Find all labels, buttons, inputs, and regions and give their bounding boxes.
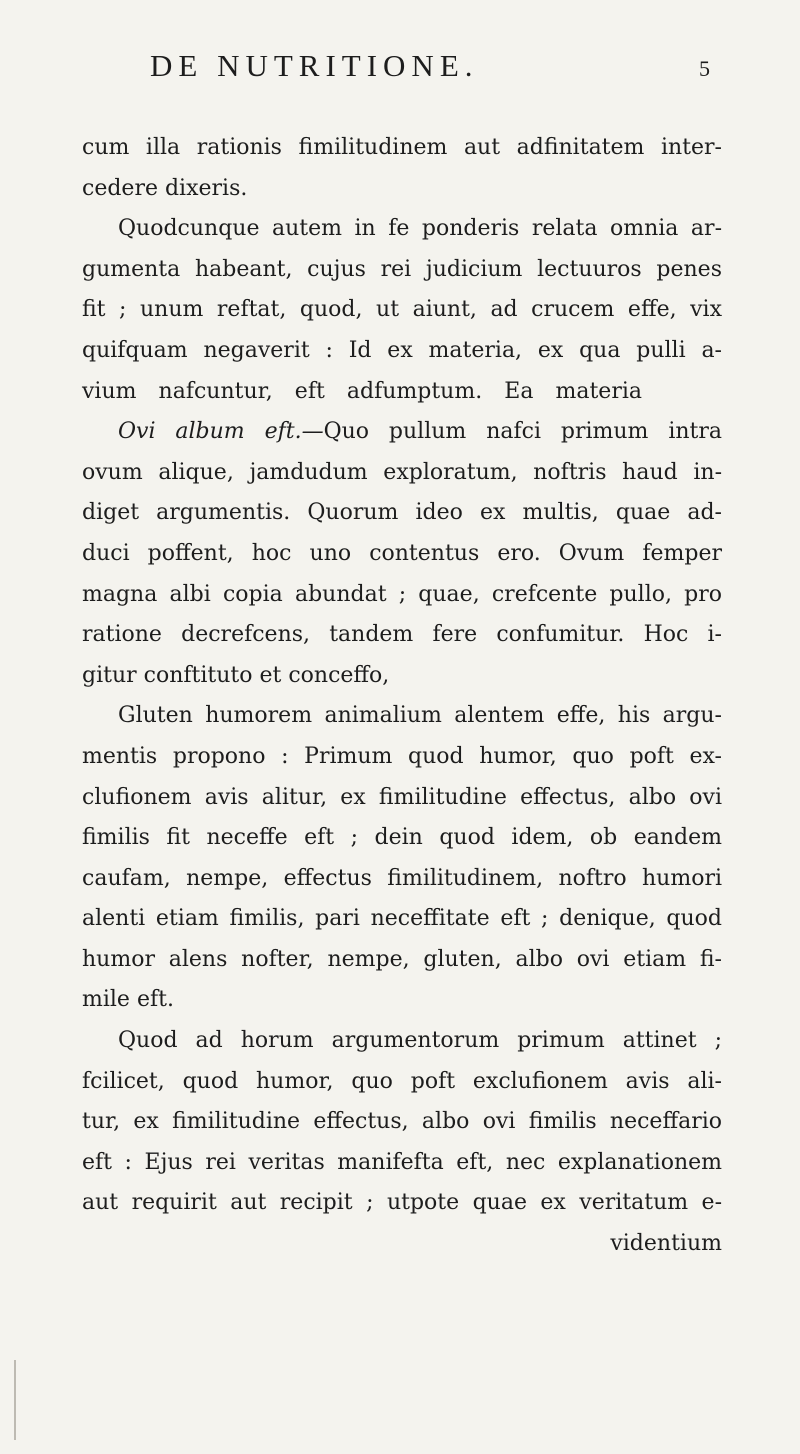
text-line-with-italic: [82, 412, 722, 453]
body-text: [82, 128, 722, 1265]
text-line: tur, ex fimilitudine effectus, albo ovi fimilis neceffario: [82, 1109, 722, 1135]
text-line: alenti etiam fimilis, pari neceffitate eft ; denique, quod: [82, 906, 722, 932]
italic-phrase: Ovi album eft.—: [118, 419, 324, 445]
catchword: videntium: [610, 1231, 722, 1257]
text-line: eft : Ejus rei veritas manifefta eft, nec explanationem: [82, 1149, 722, 1175]
text-line: ratione decrefcens, tandem fere confumitur. Hoc i-: [82, 622, 722, 648]
text-line: diget argumentis. Quorum ideo ex multis, quae ad-: [82, 500, 722, 526]
text-line: magna albi copia abundat ; quae, crefcente pullo, pro: [82, 581, 722, 607]
page-number: 5: [699, 56, 710, 81]
page-header: [150, 48, 710, 88]
text-line: gumenta habeant, cujus rei judicium lectuuros penes: [82, 256, 722, 282]
text-line: quifquam negaverit : Id ex materia, ex qua pulli a-: [82, 337, 722, 363]
text-line: cum illa rationis fimilitudinem aut adfinitatem inter-: [82, 135, 722, 160]
text-line: fimilis fit neceffe eft ; dein quod idem, ob eandem: [82, 825, 722, 851]
text-line: mile eft.: [82, 987, 174, 1013]
text-line: Gluten humorem animalium alentem effe, his argu-: [118, 703, 722, 729]
scan-margin-mark: [14, 1360, 16, 1440]
text-line: vium nafcuntur, eft adfumptum. Ea materia: [82, 378, 642, 404]
text-line: duci poffent, hoc uno contentus ero. Ovum femper: [82, 540, 722, 566]
text-line: gitur conftituto et conceffo,: [82, 662, 390, 688]
text-line: cedere dixeris.: [82, 175, 248, 201]
text-line: caufam, nempe, effectus fimilitudinem, noftro humori: [82, 865, 722, 891]
text-line: Quod ad horum argumentorum primum attinet ;: [118, 1028, 722, 1054]
text-line: mentis propono : Primum quod humor, quo poft ex-: [82, 743, 722, 769]
text-line: humor alens nofter, nempe, gluten, albo ovi etiam fi-: [82, 946, 722, 972]
text-line: aut requirit aut recipit ; utpote quae ex veritatum e-: [82, 1190, 722, 1216]
text-line: fit ; unum reftat, quod, ut aiunt, ad crucem effe, vix: [82, 297, 722, 323]
text-line: Quodcunque autem in fe ponderis relata omnia ar-: [118, 216, 722, 242]
text-line-rest: Quo pullum nafci primum intra: [323, 419, 722, 445]
running-title: DE NUTRITIONE.: [150, 48, 479, 83]
text-line: clufionem avis alitur, ex fimilitudine effectus, albo ovi: [82, 784, 722, 810]
text-line: fcilicet, quod humor, quo poft exclufionem avis ali-: [82, 1068, 722, 1094]
text-line: ovum alique, jamdudum exploratum, noftris haud in-: [82, 459, 722, 485]
